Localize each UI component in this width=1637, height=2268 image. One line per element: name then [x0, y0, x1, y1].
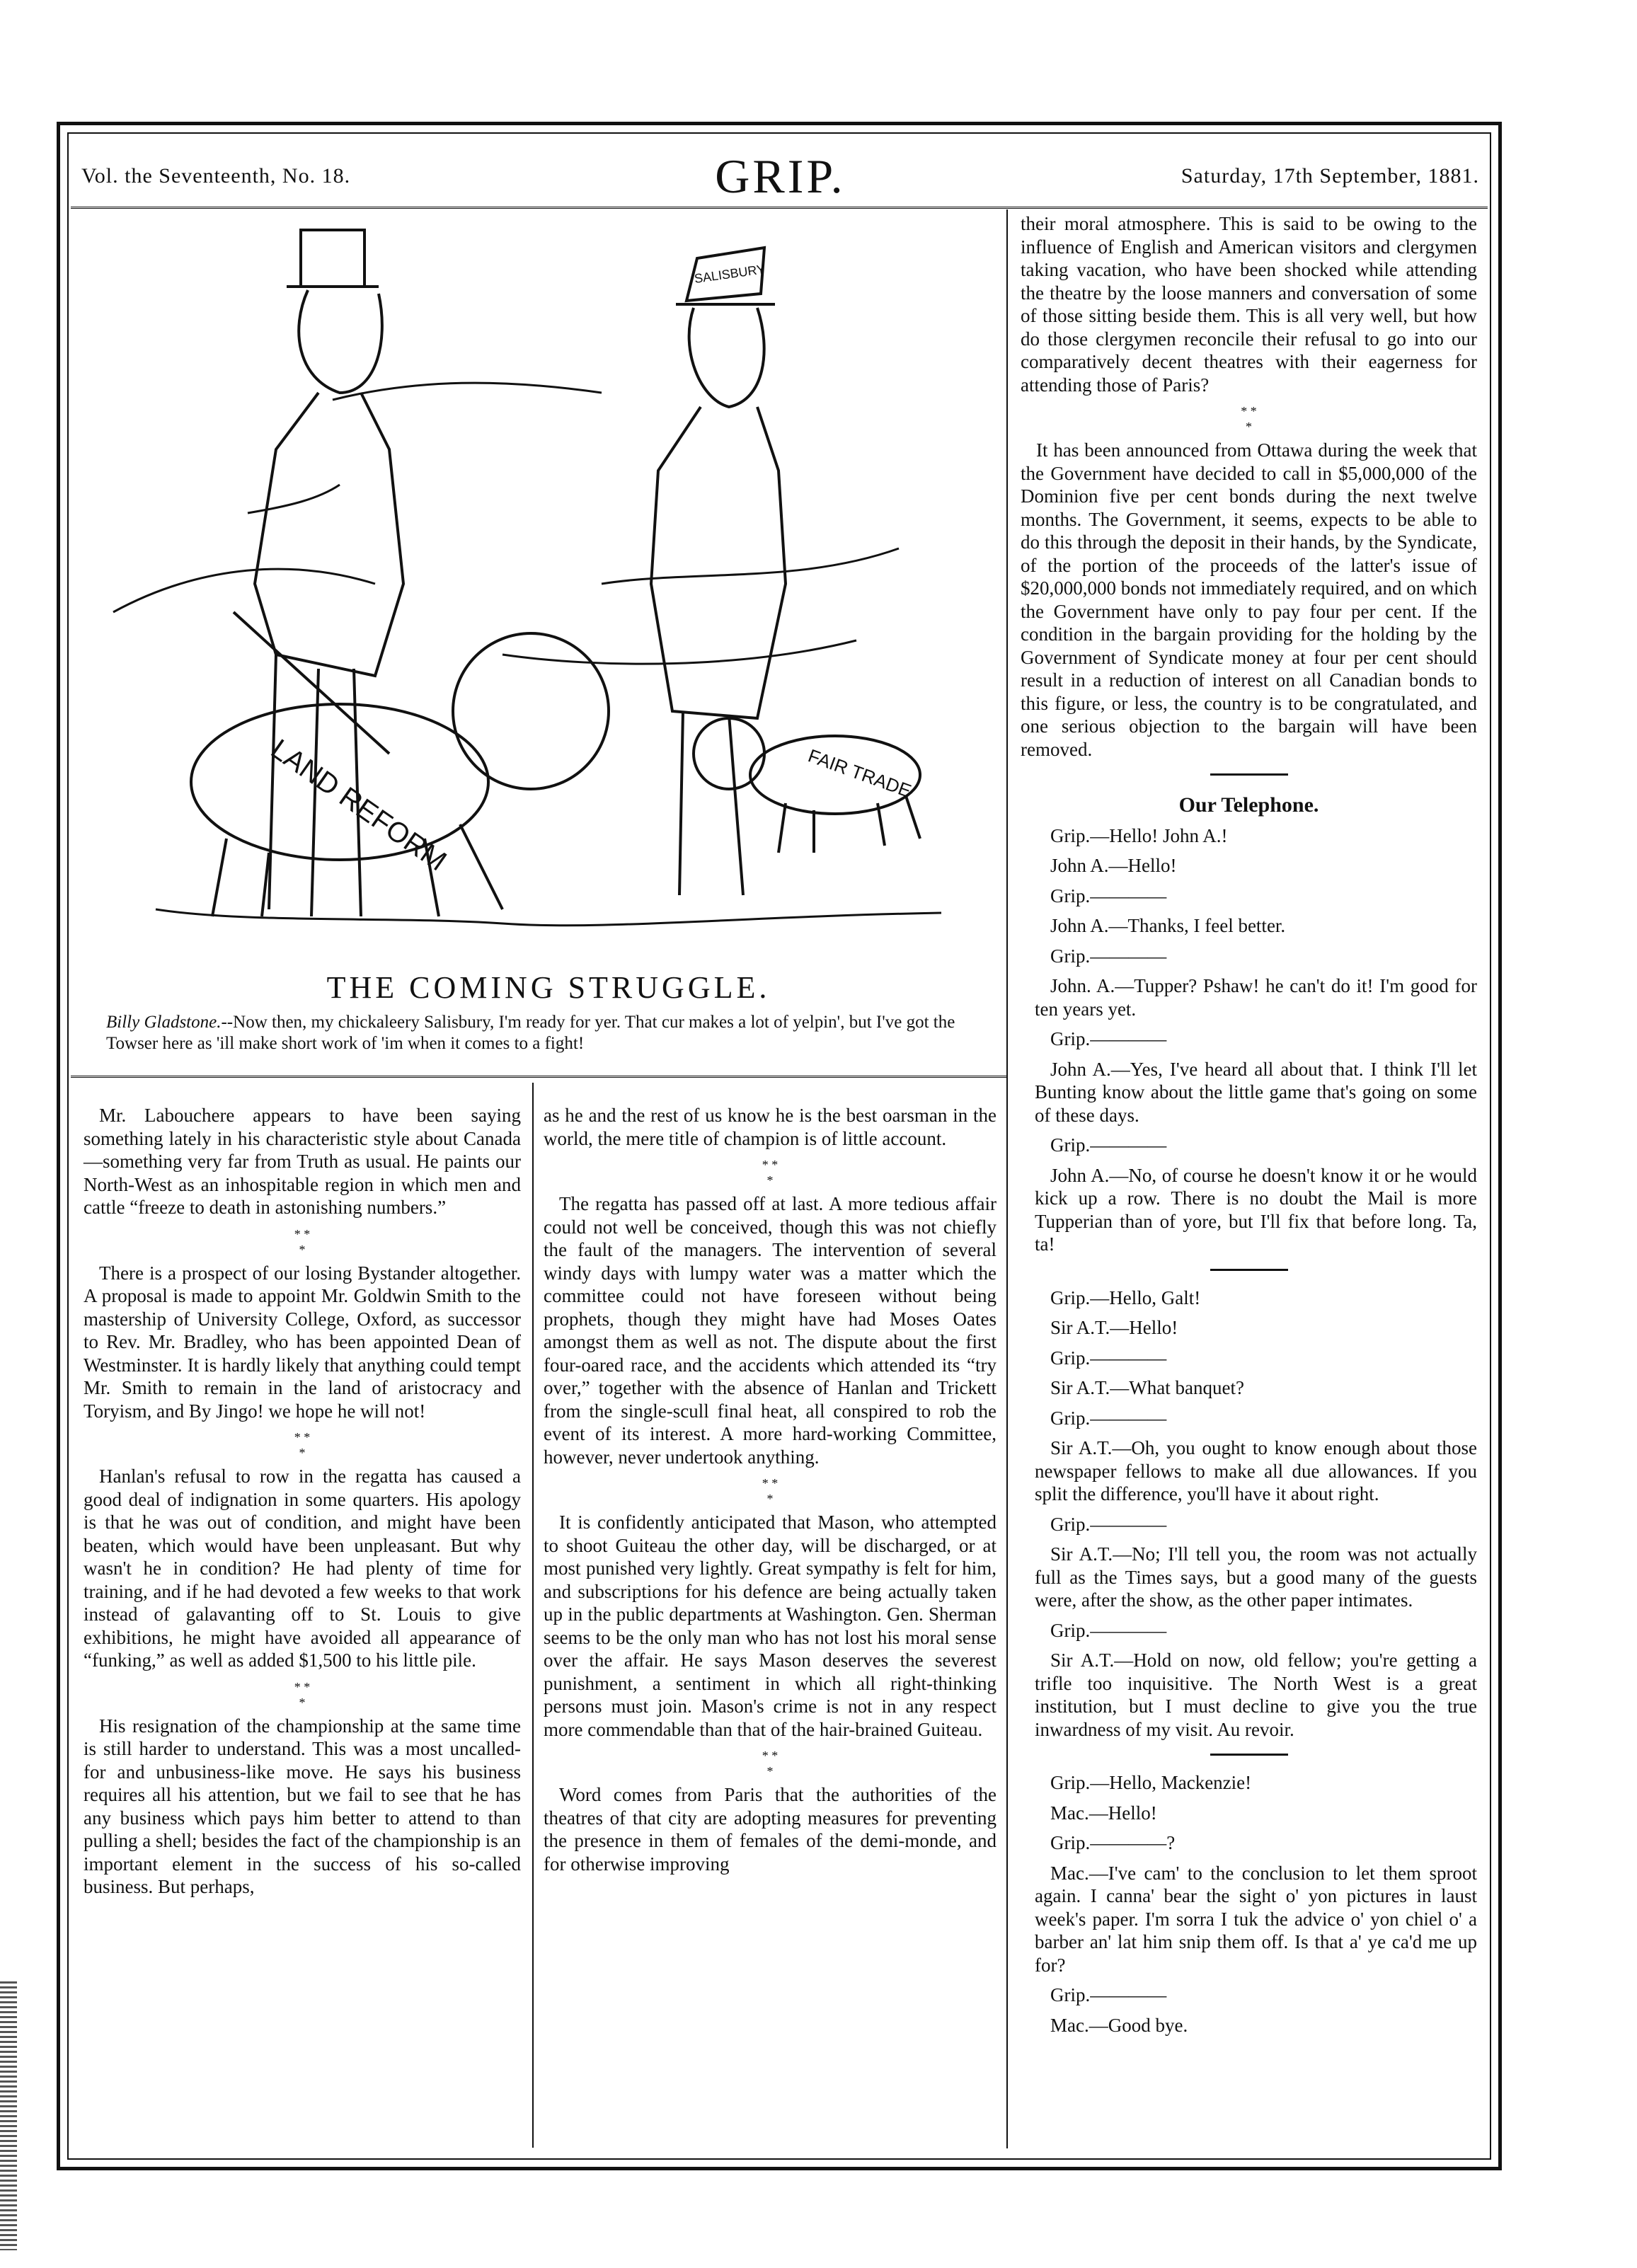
cartoon-dog-land-reform [191, 633, 609, 916]
asterism: * * * [762, 1158, 779, 1187]
cartoon-illustration [106, 216, 991, 952]
article-hanlan-resignation: His resignation of the championship at the same time is still harder to understand. This was a most uncalled-for and unbusiness-like move. He says his business requires all his attention, but we fail to see that he has any business which pays him better to attend to than pulling a shell; besides the fact of the championship is an important element in the success of his so-called business. But perhaps, [84, 1715, 521, 1897]
section-heading-telephone: Our Telephone. [1178, 793, 1319, 817]
asterism: * * * [294, 1430, 311, 1460]
page-edge-mark [0, 1981, 17, 2250]
article-paris-theatres: Word comes from Paris that the authorities of the theatres of that city are adopting measures for preventing the presence in them of females of the demi-monde, and for otherwise improving [544, 1784, 996, 1875]
asterism: * * * [294, 1226, 311, 1257]
dialogue-line: Grip.———— [1050, 1134, 1167, 1156]
article-labouchere: Mr. Labouchere appears to have been saying something lately in his characteristic style about Canada—something very far from Truth as usual. He paints our North-West as an inhospitable region in which men and cattle “freeze to death in astonishing numbers.” [84, 1105, 521, 1218]
dialogue-line: Sir A.T.—Oh, you ought to know enough about those newspaper fellows to make all due allowances. If you split the difference, you'll have it about right. [1035, 1437, 1477, 1504]
article-mason: It is confidently anticipated that Mason, who attempted to shoot Guiteau the other day, will be discharged, or at most punished very lightly. Great sympathy is felt for him, and subscriptions for his defence are being actually taken up in the public departments at Washington. Gen. Sherman seems to be the only man who has not lost his moral sense over the affair. He says Mason deserves the severest punishment, a sentiment in which all right-thinking persons must join. Mason's crime is not in any respect more commendable than that of the hair-brained Guiteau. [544, 1512, 996, 1740]
dialogue-line: Grip.———— [1050, 1347, 1167, 1369]
cartoon-title: THE COMING STRUGGLE. [326, 970, 771, 1005]
dialogue-line: Grip.———— [1050, 1984, 1167, 2005]
column-divider-cartoon [1006, 209, 1008, 2148]
dialogue-line: Sir A.T.—No; I'll tell you, the room was not actually full as the Times says, but a good many of the guests were, after the show, as the other paper intimates. [1035, 1543, 1477, 1611]
article-bystander: There is a prospect of our losing Bystander altogether. A proposal is made to appoint Mr. Goldwin Smith to the mastership of University College, Oxford, as successor to Rev. Mr. Bradley, who has been appointed Dean of Westminster. It is hardly likely that anything could tempt Mr. Smith to remain in the land of aristocracy and Toryism, and By Jingo! we hope he will not! [84, 1262, 521, 1422]
telephone-dialogue-galt [1021, 1286, 1477, 1742]
cartoon-label-land-reform: LAND REFORM [265, 733, 452, 877]
dialogue-line: John A.—Hello! [1050, 855, 1177, 876]
volume-number: Vol. the Seventeenth, No. 18. [81, 164, 351, 188]
cartoon-label-salisbury: SALISBURY [693, 262, 766, 286]
newspaper-title: GRIP. [715, 149, 846, 203]
article-regatta: The regatta has passed off at last. A more tedious affair could not well be conceived, though this was not chiefly the fault of the managers. The intervention of several windy days with lumpy water was a matter which the committee could not have foreseen without being prophets, though they might have had Moses Oates amongst them as well as not. The dispute about the first four-oared race, and the accidents which attended its “try over,” together with the absence of Hanlan and Trickett from the single-scull final heat, all conspired to rob the event of its interest. A more hard-working Committee, however, never undertook anything. [544, 1193, 996, 1468]
article-paris-continued: their moral atmosphere. This is said to be owing to the influence of English and American visitors and clergymen taking vacation, who have been shocked while attending the theatre by the loose manners and conversation of some of those sitting beside them. This is all very well, but how do those clergymen reconcile their refusal to go into our comparatively decent theatres with their eagerness for attending those of Paris? [1021, 213, 1477, 396]
dialogue-line: Grip.———— [1050, 945, 1167, 967]
asterism: * * * [294, 1679, 311, 1710]
dialogue-line: Grip.———— [1050, 1028, 1167, 1049]
section-rule [1210, 1269, 1288, 1271]
asterism: * * * [1241, 404, 1257, 434]
cartoon-caption-body: --Now then, my chickaleery Salisbury, I'm ready for yer. That cur makes a lot of yelpin', but I've got the Towser here as 'ill make short work of 'im when it comes to a fight! [106, 1013, 955, 1053]
dialogue-line: Grip.———— [1050, 1513, 1167, 1535]
cartoon-bottom-rule [71, 1076, 1006, 1078]
dialogue-line: Grip.————? [1050, 1832, 1176, 1853]
dialogue-line: Grip.—Hello, Mackenzie! [1050, 1772, 1252, 1793]
masthead [81, 149, 1479, 205]
asterism: * * * [762, 1476, 779, 1506]
dialogue-line: Grip.—Hello, Galt! [1050, 1286, 1201, 1308]
dialogue-line: John A.—No, of course he doesn't know it or he would kick up a row. There is no doubt the Mail is more Tupperian than of yore, but I'll fix that before long. Ta, ta! [1035, 1164, 1477, 1255]
dialogue-line: John. A.—Tupper? Pshaw! he can't do it! I'm good for ten years yet. [1035, 975, 1477, 1020]
dialogue-line: Grip.———— [1050, 885, 1167, 906]
asterism: * * * [762, 1749, 779, 1778]
article-ottawa-bonds: It has been announced from Ottawa during the week that the Government have decided to call in $5,000,000 of the Dominion five per cent bonds during the next twelve months. The Government, it seems, expects to be able to do this through the deposit in their hands, by the Syndicate, of the portion of the proceeds of the latter's issue of $20,000,000 bonds not immediately required, and on which the Government have only to pay four per cent. If the condition in the bargain providing for the holding by the Government of Syndicate money at four per cent should result in a reduction of interest on all Canadian bonds to this figure, or less, the country is to be congratulated, and one serious objection to the bargain will have been removed. [1021, 439, 1477, 760]
article-champion-continued: as he and the rest of us know he is the best oarsman in the world, the mere title of champion is of little account. [544, 1105, 996, 1149]
dialogue-line: Sir A.T.—Hello! [1050, 1317, 1178, 1338]
dialogue-line: Grip.—Hello! John A.! [1050, 824, 1228, 846]
dialogue-line: Sir A.T.—Hold on now, old fellow; you're getting a trifle too inquisitive. The North West is a great institution, but I must decline to give you the true inwardness of my visit. Au revoir. [1035, 1650, 1477, 1740]
masthead-rule [71, 207, 1488, 209]
dialogue-line: Mac.—I've cam' to the conclusion to let them sproot again. I canna' bear the sight o' yon pictures in laust week's paper. I'm sorra I tuk the advice o' yon chiel o' a barber an' lat him snip them off. Is that a' ye ca'd me up for? [1035, 1862, 1477, 1976]
dialogue-line: Mac.—Hello! [1050, 1802, 1157, 1824]
dialogue-line: Grip.———— [1050, 1619, 1167, 1641]
issue-date: Saturday, 17th September, 1881. [1181, 164, 1479, 188]
cartoon-label-fair-trade: FAIR TRADE [805, 744, 914, 802]
section-rule [1210, 773, 1288, 776]
article-hanlan-refusal: Hanlan's refusal to row in the regatta has caused a good deal of indignation in some quarters. His apology is that he was out of condition, and might have been beaten, which would have been unpleasant. But why wasn't he in condition? He had plenty of time for training, and if he had devoted a few weeks to that work instead of galavanting off to St. Louis to give exhibitions, he might have avoided all appearance of “funking,” as well as added $1,500 to his little pile. [84, 1466, 521, 1671]
telephone-dialogue-mackenzie [1021, 1771, 1477, 2037]
dialogue-line: John A.—Thanks, I feel better. [1050, 915, 1286, 936]
telephone-dialogue-john-a [1021, 824, 1477, 1256]
cartoon-caption [106, 1012, 1005, 1054]
column-2 [544, 1104, 996, 1882]
dialogue-line: Sir A.T.—What banquet? [1050, 1377, 1244, 1398]
dialogue-line: John A.—Yes, I've heard all about that. I think I'll let Bunting know about the little game that's going on some of these days. [1035, 1058, 1477, 1126]
dialogue-line: Mac.—Good bye. [1050, 2014, 1188, 2036]
cartoon-caption-speaker: Billy Gladstone. [106, 1013, 222, 1032]
section-rule [1210, 1754, 1288, 1756]
column-3 [1021, 212, 1477, 2044]
column-1 [84, 1104, 521, 1906]
dialogue-line: Grip.———— [1050, 1407, 1167, 1429]
column-divider-1 [532, 1083, 534, 2148]
